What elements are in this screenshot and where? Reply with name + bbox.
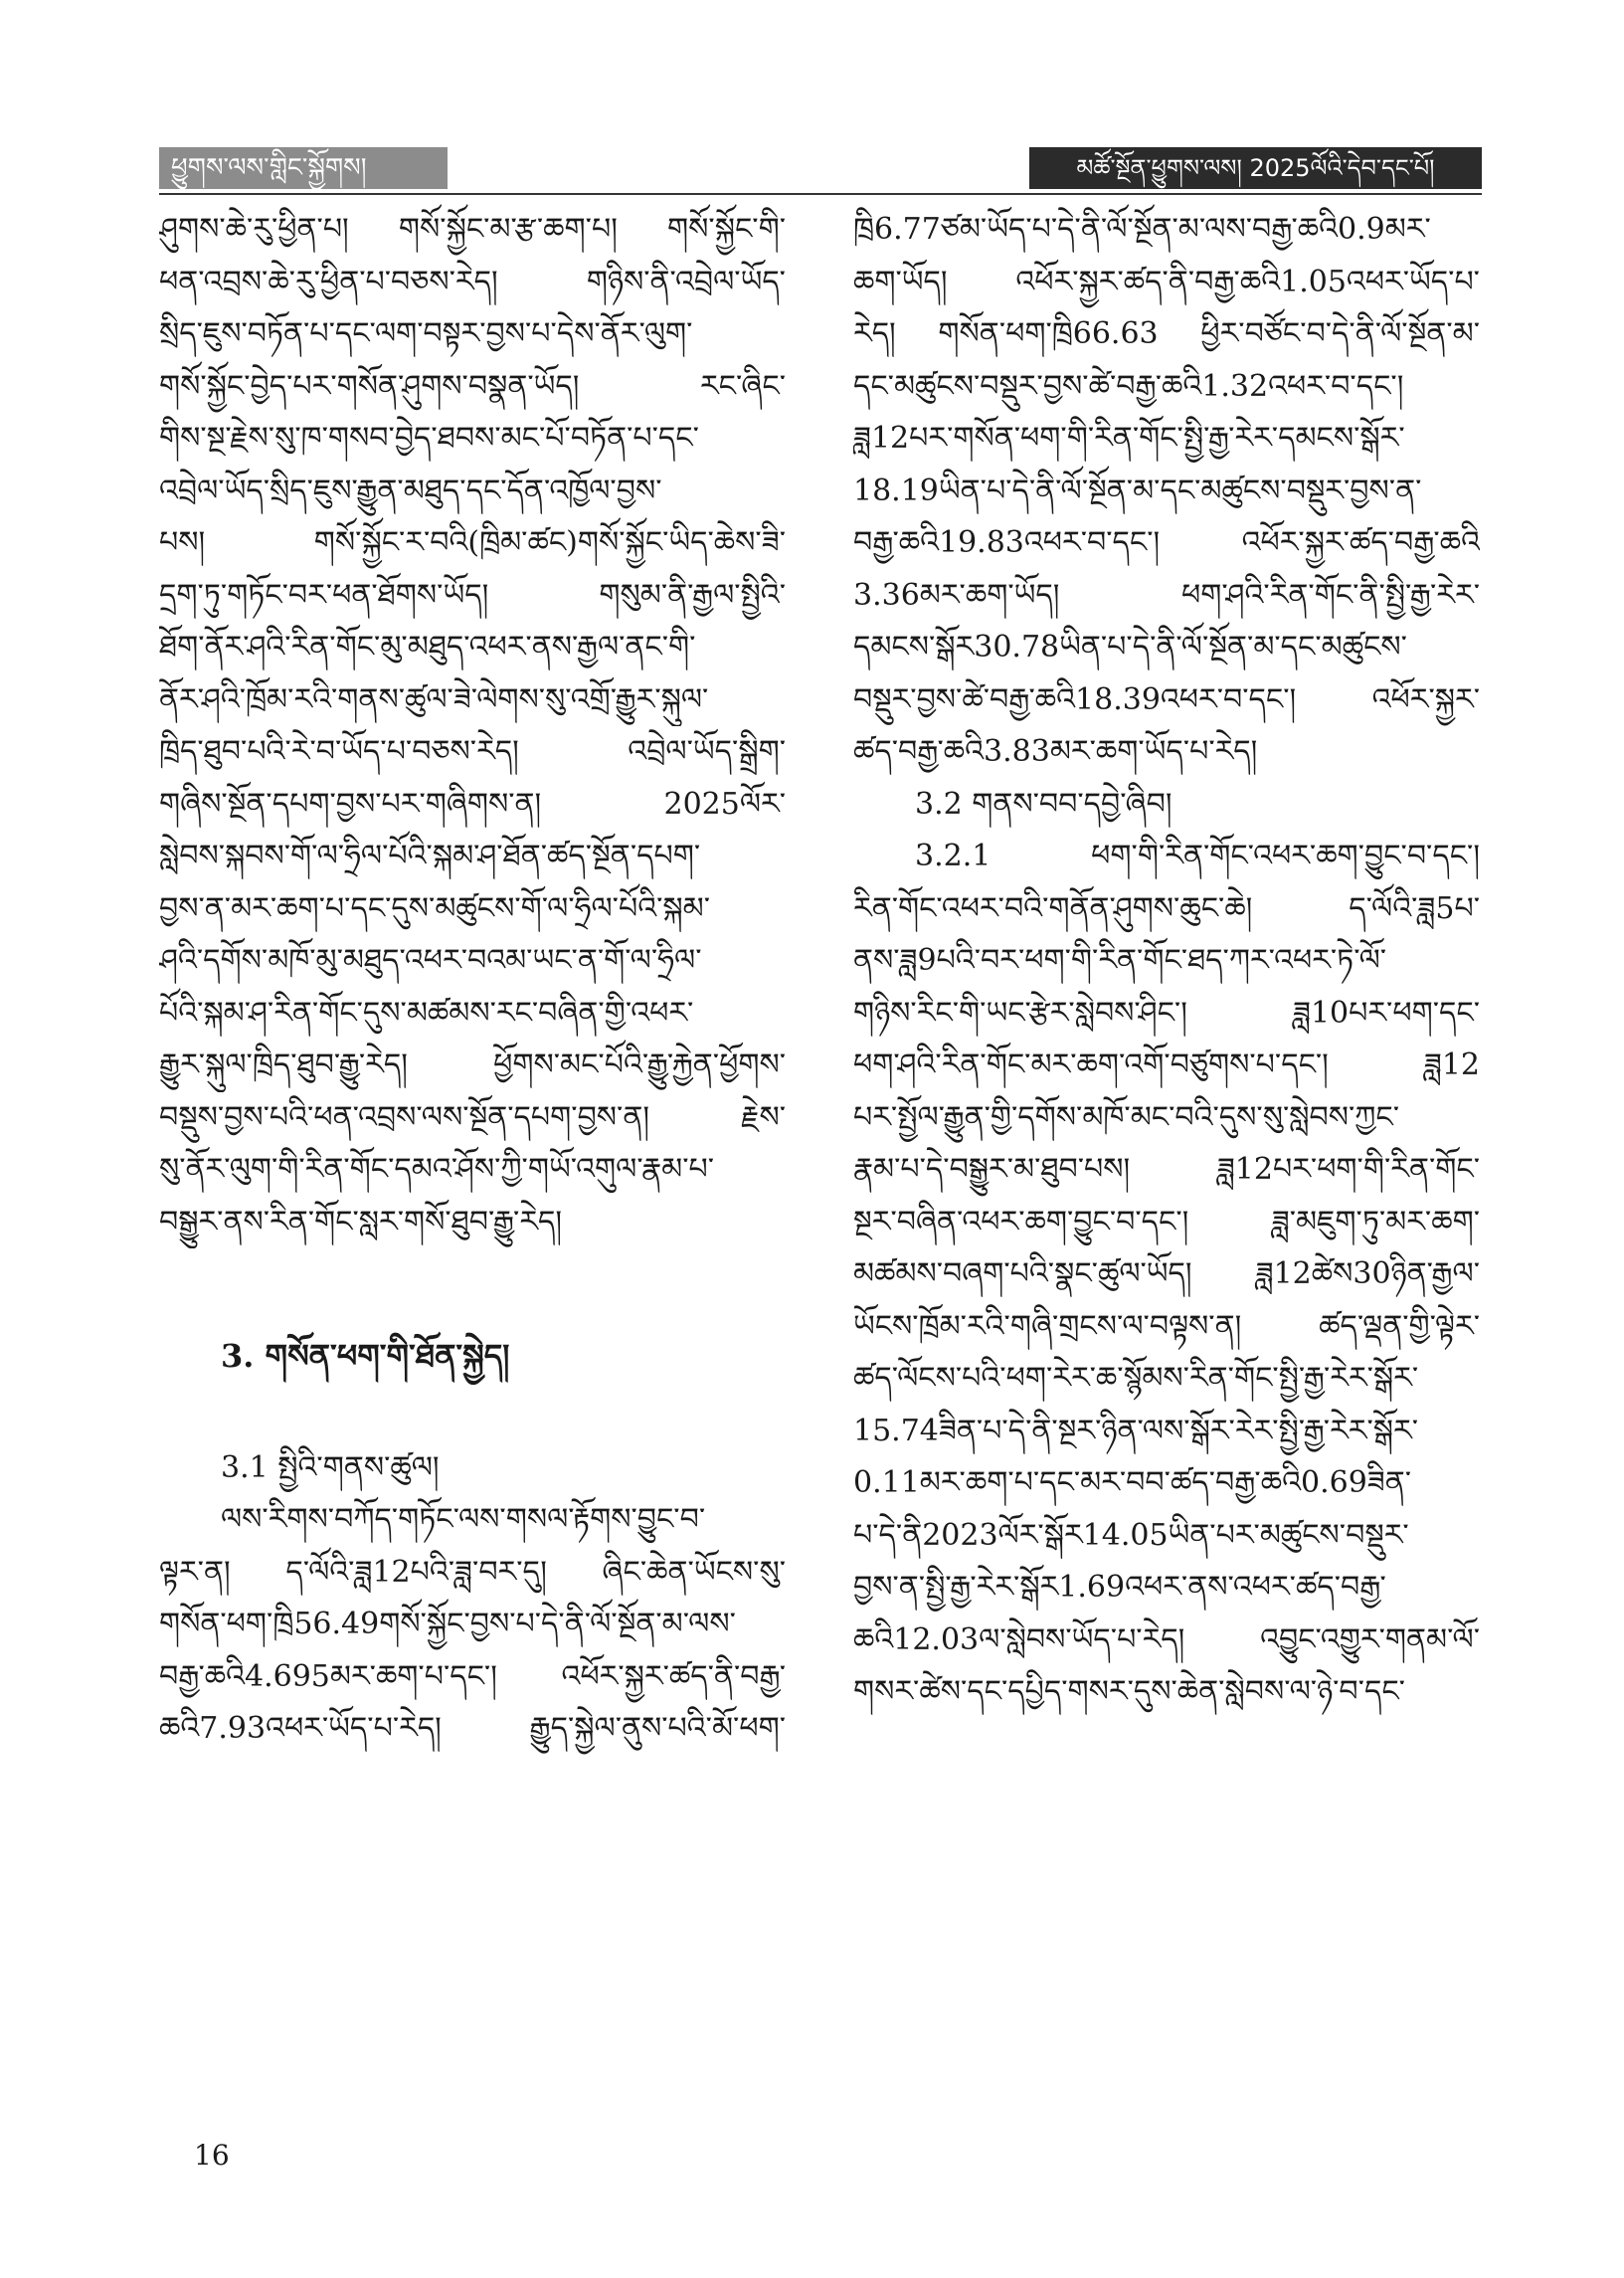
right-column bbox=[853, 204, 1480, 1719]
text-line: ནས་ཟླ9པའི་བར་ཕག་གི་རིན་གོང་ཐད་ཀར་འཕར་ཏེ་ལོ་ bbox=[853, 943, 1387, 978]
text-line: ཁྲི6.77ཙམ་ཡོད་པ་དེ་ནི་ལོ་སྔོན་མ་ལས་བརྒྱ་ཆའི0.9མར་ bbox=[853, 212, 1431, 247]
text-line: སྲིད་ཇུས་བཏོན་པ་དང་ལག་བསྟར་བྱས་པ་དེས་ནོར་ལུག་ bbox=[159, 316, 693, 351]
text-line: གསོན་ཕག་ཁྲི56.49གསོ་སྐྱོང་བྱས་པ་དེ་ནི་ལོ་སྔོན་མ་ལས་ bbox=[159, 1607, 736, 1641]
spacer bbox=[159, 1383, 786, 1442]
text-line: ཡོངས་ཁྲོམ་རའི་གཞི་གྲངས་ལ་བལྟས་ན། ཚད་ལྡན་གྱི་ལྟེར་ bbox=[853, 1308, 1480, 1344]
text-line: ཆའི7.93འཕར་ཡོད་པ་རེད། རྒྱུད་སྐྱེལ་ནུས་པའི་མོ་ཕག་ bbox=[159, 1711, 786, 1746]
text-line: དང་མཚུངས་བསྡུར་བྱས་ཚེ་བརྒྱ་ཆའི1.32འཕར་བ་དང་། bbox=[853, 368, 1404, 404]
text-line: སླེབས་སྐབས་གོ་ལ་ཧྲིལ་པོའི་སྐམ་ཤ་ཐོན་ཚད་སྔོན་དཔག་ bbox=[159, 839, 701, 873]
text-line: 18.19ཡིན་པ་དེ་ནི་ལོ་སྔོན་མ་དང་མཚུངས་བསྡུར་བྱས་ན་ bbox=[853, 473, 1422, 508]
spacer bbox=[159, 1248, 786, 1330]
text-line: ལས་རིགས་བཀོད་གཏོང་ལས་གསལ་རྟོགས་བྱུང་བ་ bbox=[221, 1502, 706, 1537]
text-line: ཕག་ཤའི་རིན་གོང་མར་ཆག་འགོ་བཙུགས་པ་དང་། ཟླ12 bbox=[853, 1047, 1480, 1082]
text-line: བྱས་ན་མར་ཆག་པ་དང་དུས་མཚུངས་གོ་ལ་ཧྲིལ་པོའི་སྐམ་ bbox=[159, 890, 711, 926]
journal-issue-title: མཚོ་སྔོན་ཕྱུགས་ལས། 2025ལོའི་དེབ་དང་པོ། bbox=[1029, 147, 1482, 189]
text-line: ཕན་འབྲས་ཆེ་རུ་ཕྱིན་པ་བཅས་རེད། གཉིས་ནི་འབྲེལ་ཡོད་ bbox=[159, 264, 786, 299]
text-line: 0.11མར་ཆག་པ་དང་མར་བབ་ཚད་བརྒྱ་ཆའི0.69ཟིན་ bbox=[853, 1465, 1412, 1500]
text-line: ལྟར་ན། ད་ལོའི་ཟླ12པའི་ཟླ་བར་དུ། ཞིང་ཆེན་ཡོངས་སུ་ bbox=[159, 1554, 786, 1590]
text-line: བརྒྱ་ཆའི4.695མར་ཆག་པ་དང་། འཕོར་སྐྱར་ཚད་ནི་བརྒྱ་ bbox=[159, 1658, 786, 1694]
right-paragraph-1 bbox=[853, 204, 1480, 779]
text-line: རེད། གསོན་ཕག་ཁྲི66.63 ཕྱིར་བཙོང་བ་དེ་ནི་ལོ་སྔོན་མ་ bbox=[853, 316, 1480, 351]
text-line: 3.2.1 ཕག་གི་རིན་གོང་འཕར་ཆག་བྱུང་བ་དང་། bbox=[915, 839, 1480, 873]
page-number: 16 bbox=[194, 2139, 230, 2172]
text-line: ཚད་ལོངས་པའི་ཕག་རེར་ཆ་སྙོམས་རིན་གོང་སྤྱི་རྒྱ་རེར་སྒོར་ bbox=[853, 1361, 1419, 1396]
text-line: ཤའི་དགོས་མཁོ་མུ་མཐུད་འཕར་བའམ་ཡང་ན་གོ་ལ་ཧྲིལ་ bbox=[159, 943, 702, 978]
text-line: བསྒྱུར་ནས་རིན་གོང་སླར་གསོ་ཐུབ་རྒྱུ་རེད། bbox=[159, 1204, 563, 1239]
text-line: ཚད་བརྒྱ་ཆའི3.83མར་ཆག་ཡོད་པ་རེད། bbox=[853, 734, 1258, 769]
header-divider bbox=[159, 193, 1482, 195]
text-line: གཉིས་རིང་གི་ཡང་རྩེར་སླེབས་ཤིང་། ཟླ10པར་ཕག་དང་ bbox=[853, 995, 1480, 1031]
text-line: སུ་ནོར་ལུག་གི་རིན་གོང་དམའ་ཤོས་ཀྱི་གཡོ་འགུལ་རྣམ་པ་ bbox=[159, 1152, 715, 1187]
text-line: བྱས་ན་སྤྱི་རྒྱ་རེར་སྒོར1.69འཕར་ནས་འཕར་ཚད་བརྒྱ་ bbox=[853, 1570, 1386, 1605]
text-line: དྲག་ཏུ་གཏོང་བར་ཕན་ཐོགས་ཡོད། གསུམ་ནི་རྒྱལ་སྤྱིའི་ bbox=[159, 577, 786, 613]
text-line: བརྒྱ་ཆའི19.83འཕར་བ་དང་། འཕོར་སྐྱར་ཚད་བརྒྱ་ཆའི bbox=[853, 525, 1480, 560]
text-line: རྒྱུར་སྐུལ་ཁྲིད་ཐུབ་རྒྱུ་རེད། ཕྱོགས་མང་པོའི་རྒྱུ་རྐྱེན་ཕྱོགས་ bbox=[159, 1047, 786, 1082]
left-column bbox=[159, 204, 786, 1756]
text-line: ནོར་ཤའི་ཁྲོམ་རའི་གནས་ཚུལ་ཟེ་ལེགས་སུ་འགྲོ་རྒྱུར་སྐུལ་ bbox=[159, 681, 709, 717]
text-line: 15.74ཟིན་པ་དེ་ནི་སྔར་ཉིན་ལས་སྒོར་རེར་སྤྱི་རྒྱ་རེར་སྒོར་ bbox=[853, 1413, 1419, 1448]
text-line: བསྡུར་བྱས་ཚེ་བརྒྱ་ཆའི18.39འཕར་བ་དང་། འཕོར་སྐྱར་ bbox=[853, 681, 1480, 717]
text-line: 3.36མར་ཆག་ཡོད། ཕག་ཤའི་རིན་གོང་ནི་སྤྱི་རྒྱ་རེར་ bbox=[853, 577, 1480, 613]
text-line: གིས་སྔ་རྗེས་སུ་ཁ་གསབ་བྱེད་ཐབས་མང་པོ་བཏོན་པ་དང་ bbox=[159, 421, 699, 456]
text-line: ཟླ12པར་གསོན་ཕག་གི་རིན་གོང་སྤྱི་རྒྱ་རེར་དམངས་སྒོར་ bbox=[853, 421, 1405, 456]
text-line: དམངས་སྒོར30.78ཡིན་པ་དེ་ནི་ལོ་སྔོན་མ་དང་མཚུངས་ bbox=[853, 630, 1407, 664]
text-line: སྔར་བཞིན་འཕར་ཆག་བྱུང་བ་དང་། ཟླ་མཇུག་ཏུ་མར་ཆག་ bbox=[853, 1204, 1480, 1239]
left-paragraph-1 bbox=[159, 204, 786, 1248]
text-line: ཆག་ཡོད། འཕོར་སྐྱར་ཚད་ནི་བརྒྱ་ཆའི1.05འཕར་ཡོད་པ་ bbox=[853, 264, 1480, 299]
text-line: ཐོག་ནོར་ཤའི་རིན་གོང་མུ་མཐུད་འཕར་ནས་རྒྱལ་ནང་གི་ bbox=[159, 630, 696, 664]
journal-section-title: ཕྱུགས་ལས་གླིང་སྐྱོགས། bbox=[159, 147, 448, 189]
text-line: འབྲེལ་ཡོད་སྲིད་ཇུས་རྒྱུན་མཐུད་དང་དོན་འཁྱོལ་བྱས་ bbox=[159, 473, 662, 508]
text-line: པ་དེ་ནི2023ལོར་སྒོར14.05ཡིན་པར་མཚུངས་བསྡུར་ bbox=[853, 1517, 1409, 1553]
text-line: རིན་གོང་འཕར་བའི་གནོན་ཤུགས་ཆུང་ཆེ། ད་ལོའི་ཟླ5པ་ bbox=[853, 890, 1480, 926]
text-line: ཤུགས་ཆེ་རུ་ཕྱིན་པ། གསོ་སྐྱོང་མ་རྩ་ཆག་པ། གསོ་སྐྱོང་གི་ bbox=[159, 212, 786, 247]
subsection-heading: 3.1 སྤྱིའི་གནས་ཚུལ། bbox=[221, 1449, 440, 1485]
text-line: པར་སྤྱོལ་རྒྱུན་གྱི་དགོས་མཁོ་མང་བའི་དུས་སུ་སླེབས་ཀྱང་ bbox=[853, 1099, 1400, 1135]
text-line: གསར་ཚེས་དང་དཔྱིད་གསར་དུས་ཆེན་སླེབས་ལ་ཉེ་བ་དང་ bbox=[853, 1674, 1405, 1709]
left-paragraph-2 bbox=[159, 1494, 786, 1756]
text-line: བསྡུས་བྱས་པའི་ཕན་འབྲས་ལས་སྔོན་དཔག་བྱས་ན། རྗེས་ bbox=[159, 1099, 786, 1135]
right-paragraph-2 bbox=[853, 831, 1480, 1719]
text-line: གསོ་སྐྱོང་བྱེད་པར་གསོན་ཤུགས་བསྣན་ཡོད། རང་ཞིང་ bbox=[159, 368, 786, 404]
text-line: ཁྲིད་ཐུབ་པའི་རེ་བ་ཡོད་པ་བཅས་རེད། འབྲེལ་ཡོད་སྒྲིག་ bbox=[159, 734, 786, 769]
text-line: གཞིས་སྔོན་དཔག་བྱས་པར་གཞིགས་ན། 2025ལོར་ bbox=[159, 786, 786, 822]
text-line: པས། གསོ་སྐྱོང་ར་བའི(ཁྲིམ་ཚང)གསོ་སྐྱོང་ཡིད་ཆེས་ཟི་ bbox=[159, 525, 786, 560]
text-line: པོའི་སྐམ་ཤ་རིན་གོང་དུས་མཚམས་རང་བཞིན་གྱི་འཕར་ bbox=[159, 995, 694, 1031]
section-heading: 3. གསོན་ཕག་གི་ཐོན་སྐྱེད། bbox=[221, 1337, 510, 1375]
text-line: རྣམ་པ་དེ་བསྒྱུར་མ་ཐུབ་པས། ཟླ12པར་ཕག་གི་རིན་གོང་ bbox=[853, 1152, 1480, 1187]
text-line: མཚམས་བཞག་པའི་སྣང་ཚུལ་ཡོད། ཟླ12ཚེས30ཉིན་རྒྱལ་ bbox=[853, 1256, 1480, 1291]
text-line: ཆའི12.03ལ་སླེབས་ཡོད་པ་རེད། འབྱུང་འགྱུར་གནམ་ལོ་ bbox=[853, 1621, 1480, 1657]
subsection-heading: 3.2 གནས་བབ་དབྱེ་ཞིབ། bbox=[915, 786, 1173, 822]
